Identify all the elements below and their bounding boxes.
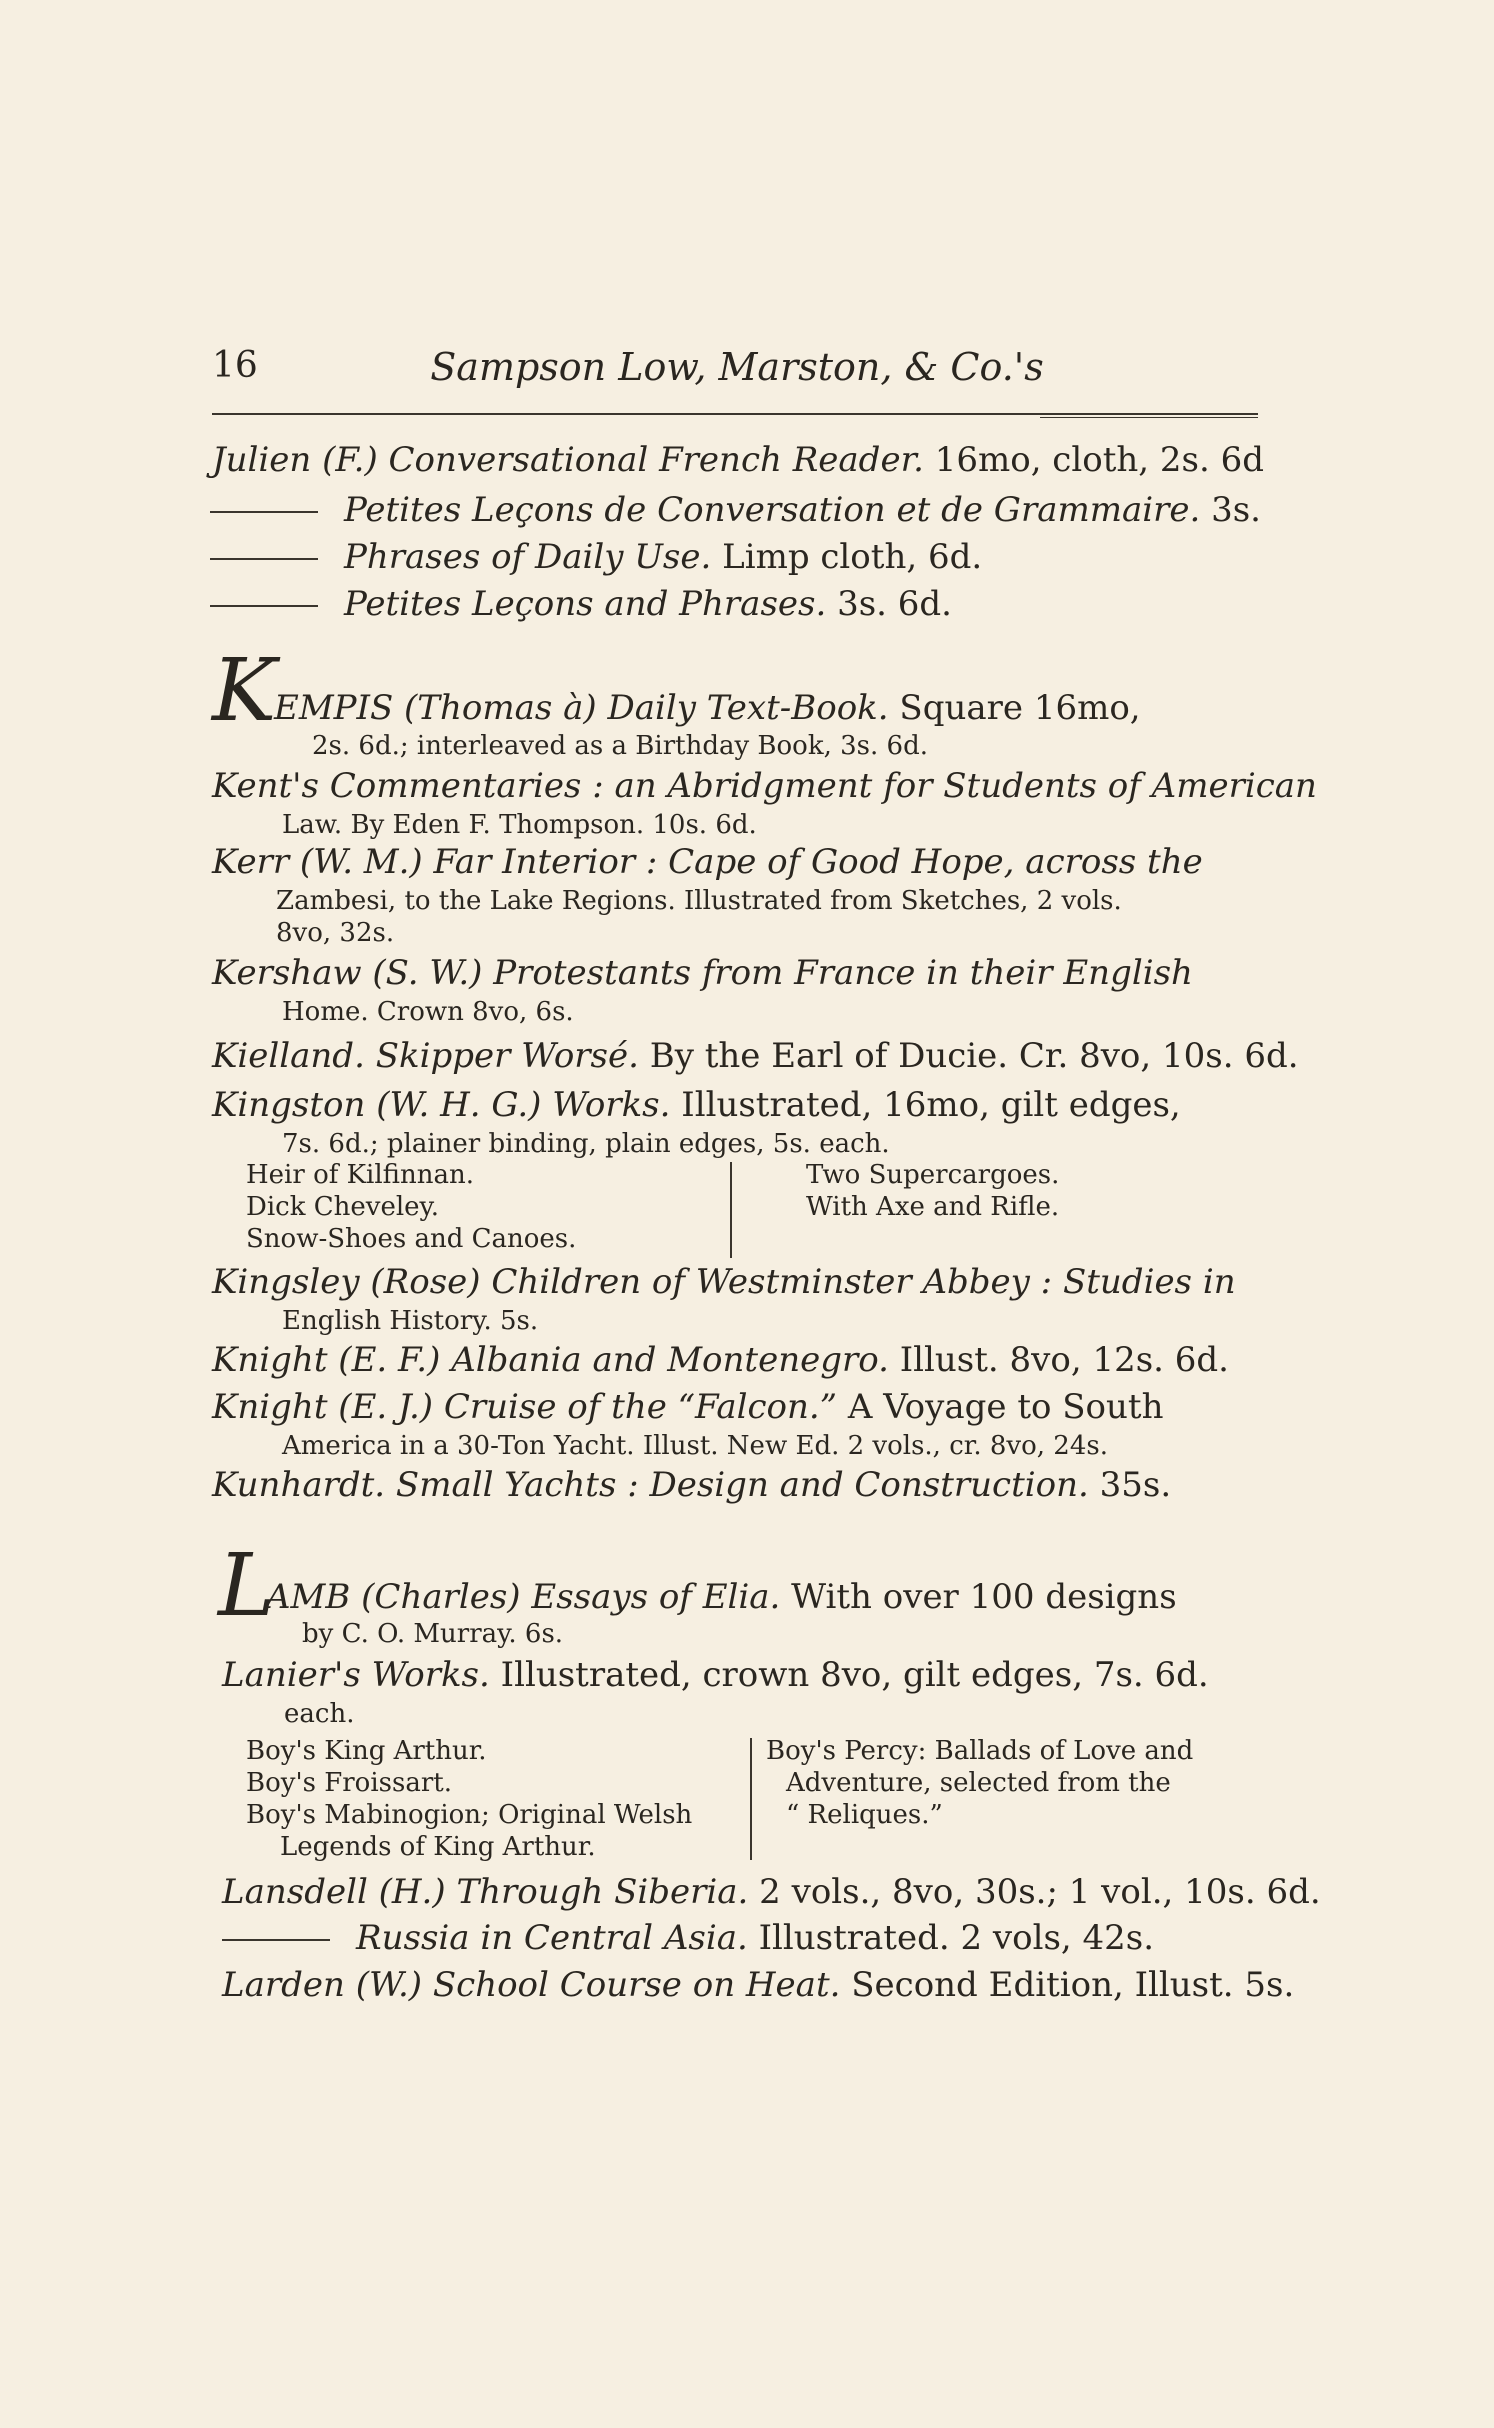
- entry-details: 16mo, cloth, 2s. 6d: [934, 440, 1264, 480]
- list-item: Boy's King Arthur.: [246, 1736, 487, 1766]
- entry-julien-sub3: [210, 584, 952, 624]
- entry-kent: Kent's Commentaries : an Abridgment for Students of American: [212, 766, 1317, 806]
- entry-knight-ej: [212, 1387, 1164, 1427]
- entry-lanier: [222, 1655, 1209, 1695]
- entry-title: Conversational French Reader.: [388, 440, 924, 480]
- kingston-left-column: [246, 1159, 576, 1255]
- entry-kingsley-line2: English History. 5s.: [282, 1306, 539, 1336]
- entry-title: Daily Text-Book.: [607, 688, 889, 728]
- list-item: Two Supercargoes.: [806, 1160, 1060, 1190]
- entry-details: Illust. 8vo, 12s. 6d.: [899, 1340, 1229, 1380]
- entry-title: Far Interior : Cape of Good Hope, across the: [433, 842, 1203, 882]
- ditto-dash: [210, 511, 318, 513]
- list-item: Legends of King Arthur.: [280, 1832, 596, 1862]
- entry-kingston-line2: 7s. 6d.; plainer binding, plain edges, 5s. each.: [282, 1129, 890, 1159]
- entry-kerr: [212, 842, 1203, 882]
- entry-kielland: [212, 1036, 1299, 1076]
- entry-kent-line2: Law. By Eden F. Thompson. 10s. 6d.: [282, 810, 757, 840]
- entry-title: Albania and Montenegro.: [451, 1340, 889, 1380]
- list-item: Adventure, selected from the: [786, 1768, 1171, 1798]
- entry-lanier-line2: each.: [284, 1699, 355, 1729]
- drop-cap-k: K: [212, 641, 277, 741]
- entry-author: Larden (W.): [222, 1965, 423, 2005]
- entry-author: Julien (F.): [212, 440, 378, 480]
- entry-title: Through Siberia.: [456, 1872, 749, 1912]
- entry-kerr-line2: Zambesi, to the Lake Regions. Illustrated from Sketches, 2 vols.: [276, 886, 1122, 916]
- entry-knight-ef: [212, 1340, 1229, 1380]
- entry-kingston: [212, 1085, 1181, 1125]
- entry-details: 3s. 6d.: [837, 584, 952, 624]
- entry-kempis-line2: 2s. 6d.; interleaved as a Birthday Book, 3s. 6d.: [312, 731, 928, 761]
- entry-title: Lanier's Works.: [222, 1655, 490, 1695]
- list-item: Dick Cheveley.: [246, 1192, 440, 1222]
- list-item: With Axe and Rifle.: [806, 1192, 1060, 1222]
- entry-title: Petites Leçons and Phrases.: [344, 584, 827, 624]
- entry-title: Petites Leçons de Conversation et de Grammaire.: [344, 490, 1201, 530]
- entry-details: Limp cloth, 6d.: [722, 537, 983, 577]
- entry-title: Essays of Elia.: [531, 1577, 781, 1617]
- entry-author: Kunhardt.: [212, 1465, 386, 1505]
- entry-lamb: [266, 1577, 1177, 1617]
- entry-details: Illustrated. 2 vols, 42s.: [758, 1918, 1155, 1958]
- entry-details: Second Edition, Illust. 5s.: [851, 1965, 1295, 2005]
- running-head: [212, 345, 1262, 395]
- entry-details: By the Earl of Ducie. Cr. 8vo, 10s. 6d.: [649, 1036, 1299, 1076]
- list-item: Heir of Kilfinnan.: [246, 1160, 475, 1190]
- entry-author: Kingston (W. H. G.): [212, 1085, 542, 1125]
- lanier-right-column: [766, 1735, 1193, 1831]
- entry-julien: [212, 440, 1264, 480]
- entry-details: 35s.: [1099, 1465, 1172, 1505]
- ditto-dash: [222, 1939, 330, 1941]
- ditto-dash: [210, 605, 318, 607]
- entry-author: AMB (Charles): [266, 1577, 521, 1617]
- entry-details: A Voyage to South: [847, 1387, 1164, 1427]
- kingston-right-column: [806, 1159, 1059, 1223]
- entry-kerr-line3: 8vo, 32s.: [276, 918, 395, 948]
- running-title: Sampson Low, Marston, & Co.'s: [430, 345, 1044, 389]
- list-item: Snow-Shoes and Canoes.: [246, 1224, 577, 1254]
- entry-details: Illustrated, crown 8vo, gilt edges, 7s. 6d.: [500, 1655, 1209, 1695]
- entry-knight-ej-line2: America in a 30-Ton Yacht. Illust. New Ed. 2 vols., cr. 8vo, 24s.: [282, 1431, 1108, 1461]
- entry-julien-sub1: [210, 490, 1261, 530]
- entry-author: Lansdell (H.): [222, 1872, 446, 1912]
- entry-title: Small Yachts : Design and Construction.: [395, 1465, 1089, 1505]
- list-item: Boy's Percy: Ballads of Love and: [766, 1736, 1194, 1766]
- entry-author: Kershaw (S. W.): [212, 953, 483, 993]
- header-rule: [212, 413, 1258, 415]
- ditto-dash: [210, 558, 318, 560]
- entry-details: With over 100 designs: [791, 1577, 1177, 1617]
- entry-kempis: [274, 688, 1141, 728]
- entry-author: Kerr (W. M.): [212, 842, 423, 882]
- entry-title: Russia in Central Asia.: [356, 1918, 748, 1958]
- entry-title: Children of Westminster Abbey : Studies in: [491, 1262, 1236, 1302]
- entry-details: Illustrated, 16mo, gilt edges,: [681, 1085, 1181, 1125]
- entry-kunhardt: [212, 1465, 1171, 1505]
- entry-author: Knight (E. J.): [212, 1387, 434, 1427]
- entry-title: School Course on Heat.: [432, 1965, 841, 2005]
- drop-cap-l: L: [218, 1536, 276, 1636]
- entry-title: Skipper Worsé.: [375, 1036, 639, 1076]
- list-item: Boy's Mabinogion; Original Welsh: [246, 1800, 693, 1830]
- entry-title: Phrases of Daily Use.: [344, 537, 712, 577]
- entry-details: 2 vols., 8vo, 30s.; 1 vol., 10s. 6d.: [759, 1872, 1321, 1912]
- column-divider: [730, 1162, 732, 1258]
- column-divider: [750, 1738, 752, 1860]
- entry-larden: [222, 1965, 1294, 2005]
- entry-julien-sub2: [210, 537, 982, 577]
- page-number: 16: [212, 345, 258, 386]
- entry-author: Kingsley (Rose): [212, 1262, 481, 1302]
- entry-title: Cruise of the “Falcon.”: [443, 1387, 838, 1427]
- entry-author: EMPIS (Thomas à): [274, 688, 597, 728]
- entry-author: Kielland.: [212, 1036, 365, 1076]
- entry-kershaw: [212, 953, 1193, 993]
- list-item: “ Reliques.”: [786, 1800, 943, 1830]
- entry-title: Works.: [552, 1085, 671, 1125]
- entry-lansdell-sub: [222, 1918, 1154, 1958]
- entry-lamb-line2: by C. O. Murray. 6s.: [302, 1619, 564, 1649]
- header-rule-short: [1040, 417, 1258, 418]
- list-item: Boy's Froissart.: [246, 1768, 452, 1798]
- entry-kershaw-line2: Home. Crown 8vo, 6s.: [282, 997, 574, 1027]
- entry-details: 3s.: [1211, 490, 1261, 530]
- lanier-left-column: [246, 1735, 692, 1863]
- entry-author: Knight (E. F.): [212, 1340, 441, 1380]
- entry-details: Square 16mo,: [899, 688, 1141, 728]
- entry-lansdell: [222, 1872, 1321, 1912]
- entry-title: Protestants from France in their English: [493, 953, 1193, 993]
- entry-kingsley: [212, 1262, 1236, 1302]
